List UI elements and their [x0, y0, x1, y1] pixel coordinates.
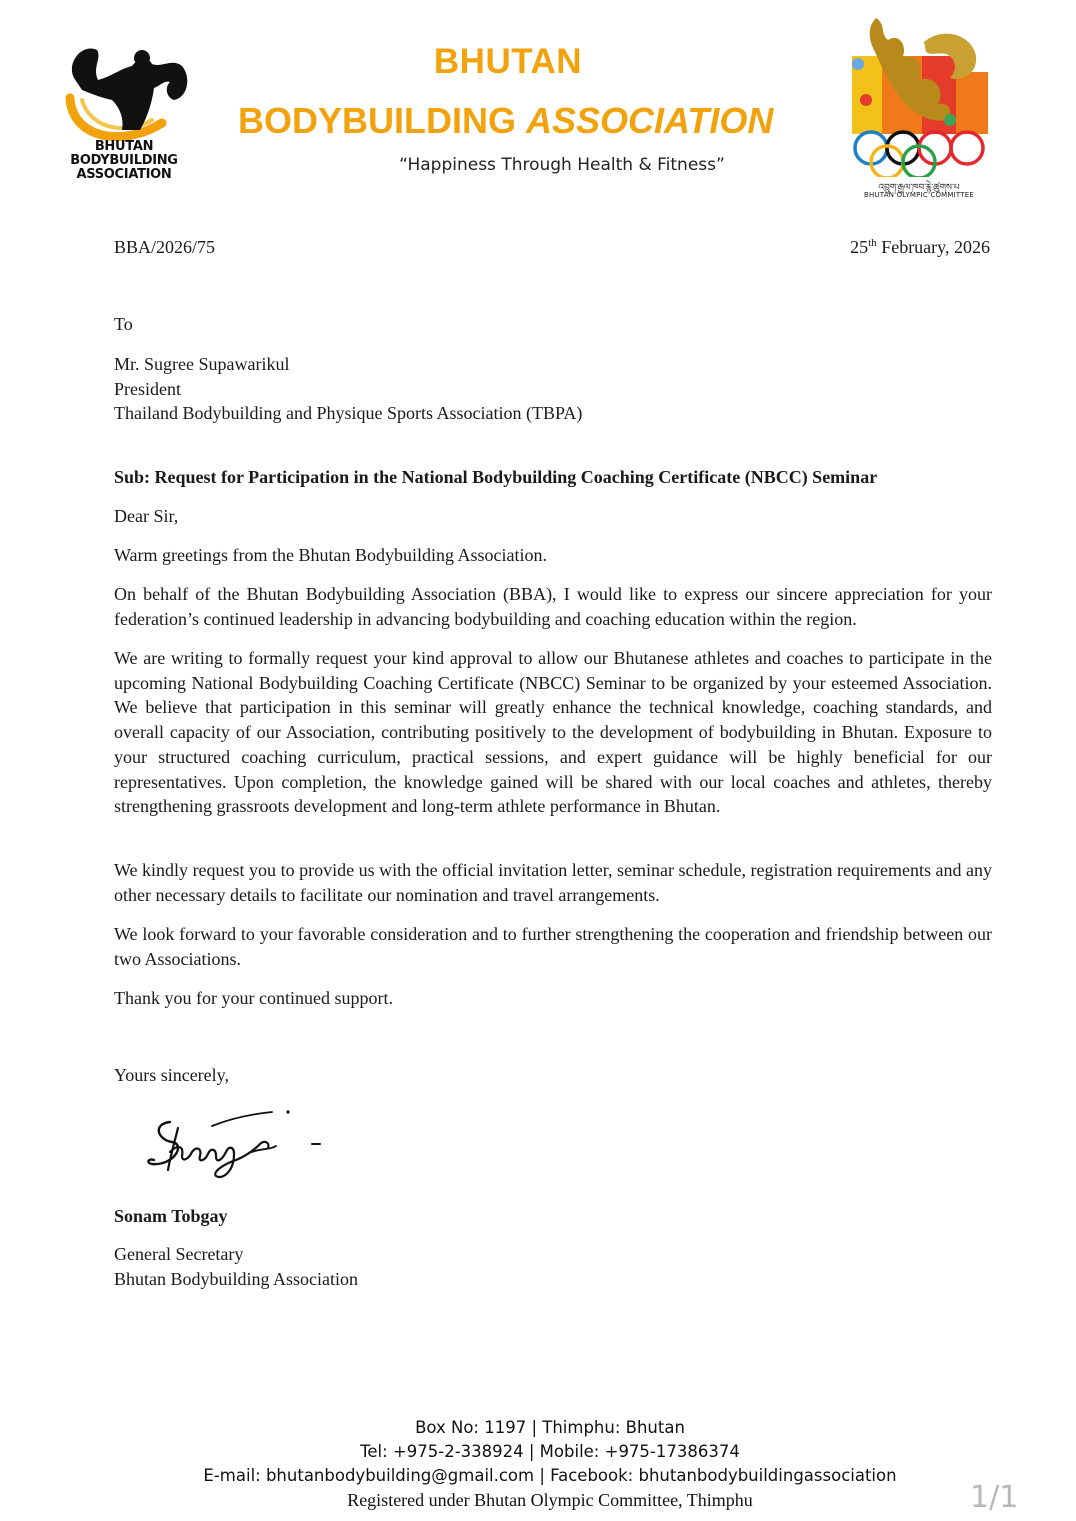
closing-text: Yours sincerely, — [114, 1065, 229, 1085]
paragraph-consideration: We look forward to your favorable consideration and to further strengthening the cooperation and friendship between our two Associations. — [114, 924, 992, 969]
letterhead-tagline: “Happiness Through Health & Fitness” — [399, 155, 725, 175]
title-word-bodybuilding: BODYBUILDING — [238, 100, 526, 141]
signatory-details — [114, 1242, 992, 1291]
signatory-name-text: Sonam Tobgay — [114, 1206, 228, 1226]
letterhead-title-line1: BHUTAN — [433, 42, 583, 81]
title-word-association: ASSOCIATION — [526, 100, 774, 141]
logo-caption-line1: BHUTAN BODYBUILDING — [70, 139, 178, 168]
signatory-title: General Secretary — [114, 1244, 244, 1264]
footer-phone: Tel: +975-2-338924 | Mobile: +975-17386374 — [360, 1442, 740, 1461]
paragraph-greeting: Warm greetings from the Bhutan Bodybuilding Association. — [114, 545, 547, 565]
paragraph-request: We are writing to formally request your kind approval to allow our Bhutanese athletes and coaches to participate in the upcoming National Bodybuilding Coaching Certificate (NBCC) Seminar to be organized by your esteemed Association. We believe that participation in this seminar will greatly enhance the technical knowledge, coaching standards, and overall capacity of our Association, contributing positively to the development of bodybuilding in Bhutan. Exposure to your structured coaching curriculum, practical sessions, and expert guidance will be highly beneficial for our representatives. Upon completion, the knowledge gained will be shared with our local coaches and athletes, thereby strengthening grassroots development and long-term athlete performance in Bhutan. — [114, 648, 992, 817]
footer-registration: Registered under Bhutan Olympic Committee, Thimphu — [347, 1490, 753, 1510]
paragraph-appreciation: On behalf of the Bhutan Bodybuilding Association (BBA), I would like to express our sincere appreciation for your federation’s continued leadership in advancing bodybuilding and coaching education within the region. — [114, 584, 992, 629]
letter-date — [850, 235, 990, 260]
salutation: Dear Sir, — [114, 506, 179, 526]
addressee-to — [114, 312, 992, 337]
recipient-address — [114, 352, 992, 426]
reference-number: BBA/2026/75 — [114, 237, 216, 257]
footer-address: Box No: 1197 | Thimphu: Bhutan — [415, 1418, 685, 1437]
subject-line — [114, 465, 992, 490]
closing — [114, 1063, 992, 1088]
paragraph-documents: We kindly request you to provide us with the official invitation letter, seminar schedule, registration requirements and any other necessary details to facilitate our nomination and travel arrangements. — [114, 860, 992, 905]
signatory-name — [114, 1204, 992, 1229]
olympic-caption-tibetan: འབྲུག་རྒྱལ་ཁབ་རྙེ་ཚུགས་པ — [878, 183, 960, 193]
recipient-organization: Thailand Bodybuilding and Physique Sports Association (TBPA) — [114, 403, 583, 424]
date-month-year: February, 2026 — [876, 237, 990, 257]
to-label: To — [114, 314, 133, 334]
date-suffix: th — [868, 237, 877, 249]
olympic-dragon-emblem-icon — [846, 12, 992, 177]
footer-contact: E-mail: bhutanbodybuilding@gmail.com | Facebook: bhutanbodybuildingassociation — [203, 1466, 897, 1485]
paragraph-thanks: Thank you for your continued support. — [114, 988, 393, 1008]
page-indicator: 1/1 — [970, 1480, 1019, 1515]
logo-caption-line2: ASSOCIATION — [76, 167, 172, 182]
letterhead-title-line2 — [238, 100, 798, 142]
date-day: 25 — [850, 237, 869, 257]
signatory-organization: Bhutan Bodybuilding Association — [114, 1268, 359, 1289]
bhutan-olympic-committee-logo — [846, 12, 992, 187]
recipient-name: Mr. Sugree Supawarikul — [114, 354, 290, 374]
recipient-title: President — [114, 378, 181, 399]
handwritten-signature-icon — [112, 1100, 332, 1190]
olympic-caption: BHUTAN OLYMPIC COMMITTEE — [864, 191, 974, 199]
subject-text: Sub: Request for Participation in the National Bodybuilding Coaching Certificate (NBCC) Seminar — [114, 467, 878, 487]
signature — [112, 1100, 332, 1190]
